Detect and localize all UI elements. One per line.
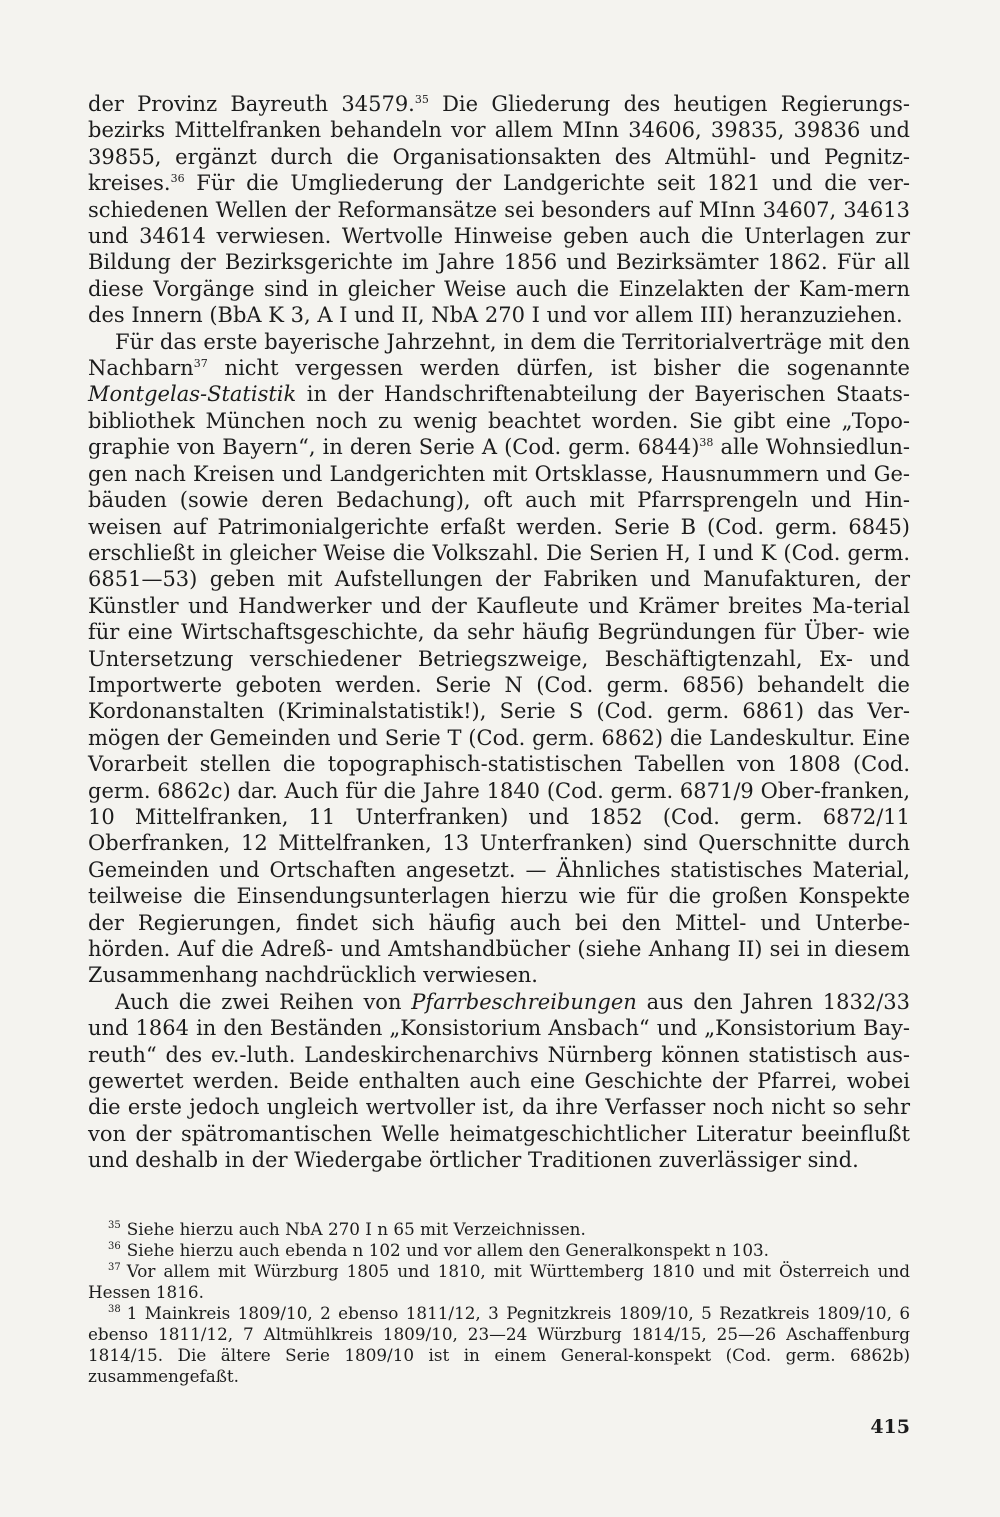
footnote-number: 38 (108, 1304, 121, 1316)
footnote-number: 37 (108, 1262, 121, 1274)
text-run: der Provinz Bayreuth 34579. (88, 92, 415, 116)
paragraph-3 (88, 989, 910, 1174)
paragraph-2 (88, 329, 910, 989)
footnote-37 (88, 1261, 910, 1303)
text-run: Auch die zwei Reihen von (115, 989, 412, 1014)
footnote-ref-38: 38 (699, 436, 714, 450)
italic-term: Montgelas-Statistik (88, 382, 297, 407)
footnote-36 (88, 1240, 910, 1261)
footnote-ref-36: 36 (170, 172, 185, 186)
footnote-number: 35 (108, 1220, 121, 1232)
footnotes (88, 1219, 910, 1387)
footnote-35 (88, 1219, 910, 1240)
footnote-text: 1 Mainkreis 1809/10, 2 ebenso 1811/12, 3 Pegnitzkreis 1809/10, 5 Rezatkreis 1809/10, 6 ebenso 1811/12, 7 Altmühlkreis 1809/10, 23—24 Würzburg 1814/15, 25—26 Aschaffenburg 1814/15. Die ältere Serie 1809/10 ist in einem General-konspekt (Cod. germ. 6862b) zusammengefaßt. (88, 1303, 910, 1386)
footnote-text: Vor allem mit Würzburg 1805 und 1810, mit Württemberg 1810 und mit Österreich und Hessen 1816. (88, 1261, 910, 1302)
main-text (88, 91, 910, 1174)
italic-term: Pfarrbeschreibungen (411, 989, 637, 1014)
text-run: nicht vergessen werden dürfen, ist bisher die sogenannte (207, 356, 910, 381)
footnote-ref-35: 35 (414, 93, 429, 106)
text-run: aus den Jahren 1832/33 und 1864 in den Beständen „Konsistorium Ansbach“ und „Konsistorium Bay-reuth“ des ev.-luth. Landeskirchenarchivs Nürnberg können statistisch aus-gewertet werden. Beide enthalten auch eine Geschichte der Pfarrei, wobei die erste jedoch ungleich wertvoller ist, da ihre Verfasser noch nicht so sehr von der spätromantischen Welle heimatgeschichtlicher Literatur beeinflußt und deshalb in der Wiedergabe örtlicher Traditionen zuverlässiger sind. (88, 989, 910, 1173)
footnote-number: 36 (108, 1241, 121, 1253)
footnote-text: Siehe hierzu auch NbA 270 I n 65 mit Verzeichnissen. (126, 1219, 586, 1239)
footnote-ref-37: 37 (193, 357, 208, 371)
footnote-text: Siehe hierzu auch ebenda n 102 und vor allem den Generalkonspekt n 103. (126, 1240, 770, 1260)
footnote-38 (88, 1303, 910, 1387)
text-run: alle Wohnsiedlun-gen nach Kreisen und Landgerichten mit Ortsklasse, Hausnummern und Ge-bäuden (sowie deren Bedachung), oft auch mit Pfarrsprengeln und Hin-weisen auf Patrimonialgerichte erfaßt werden. Serie B (Cod. germ. 6845) erschließt in gleicher Weise die Volkszahl. Die Serien H, I und K (Cod. germ. 6851—53) geben mit Aufstellungen der Fabriken und Manufakturen, der Künstler und Handwerker und der Kaufleute und Krämer breites Ma-terial für eine Wirtschaftsgeschichte, da sehr häufig Begründungen für Über- wie Untersetzung verschiedener Betriegszweige, Beschäftigtenzahl, Ex- und Importwerte geboten werden. Serie N (Cod. germ. 6856) behandelt die Kordonanstalten (Kriminalstatistik!), Serie S (Cod. germ. 6861) das Ver-mögen der Gemeinden und Serie T (Cod. germ. 6862) die Landeskultur. Eine Vorarbeit stellen die topographisch-statistischen Tabellen von 1808 (Cod. germ. 6862c) dar. Auch für die Jahre 1840 (Cod. germ. 6871/9 Ober-franken, 10 Mittelfranken, 11 Unterfranken) und 1852 (Cod. germ. 6872/11 Oberfranken, 12 Mittelfranken, 13 Unterfranken) sind Querschnitte durch Gemeinden und Ortschaften angesetzt. — Ähnliches statistisches Material, teilweise die Einsendungsunterlagen hierzu wie für die großen Konspekte der Regierungen, findet sich häufig auch bei den Mittel- und Unterbe-hörden. Auf die Adreß- und Amtshandbücher (siehe Anhang II) sei in diesem Zusammenhang nachdrücklich verwiesen. (88, 435, 910, 988)
text-run: in der Handschriftenabteilung der Bayerischen Staats-bibliothek München noch zu wenig beachtet worden. Sie gibt eine „Topo-graphie von Bayern“, in deren Serie A (Cod. germ. 6844) (88, 382, 910, 460)
text-run: Für das erste bayerische Jahrzehnt, in dem die Territorialverträge mit den Nachbarn (88, 329, 910, 381)
text-run: Für die Umgliederung der Landgerichte seit 1821 und die ver-schiedenen Wellen der Reformansätze sei besonders auf MInn 34607, 34613 und 34614 verwiesen. Wertvolle Hinweise geben auch die Unterlagen zur Bildung der Bezirksgerichte im Jahre 1856 und Bezirksämter 1862. Für all diese Vorgänge sind in gleicher Weise auch die Einzelakten der Kam-mern des Innern (BbA K 3, A I und II, NbA 270 I und vor allem III) heranzuziehen. (88, 171, 910, 328)
paragraph-1 (88, 91, 910, 329)
text-run: Die Gliederung des heutigen Regierungs-bezirks Mittelfranken behandeln vor allem MInn 34606, 39835, 39836 und 39855, ergänzt durch die Organisationsakten des Altmühl- und Pegnitz-kreises. (88, 92, 910, 196)
page-number: 415 (870, 1416, 910, 1438)
